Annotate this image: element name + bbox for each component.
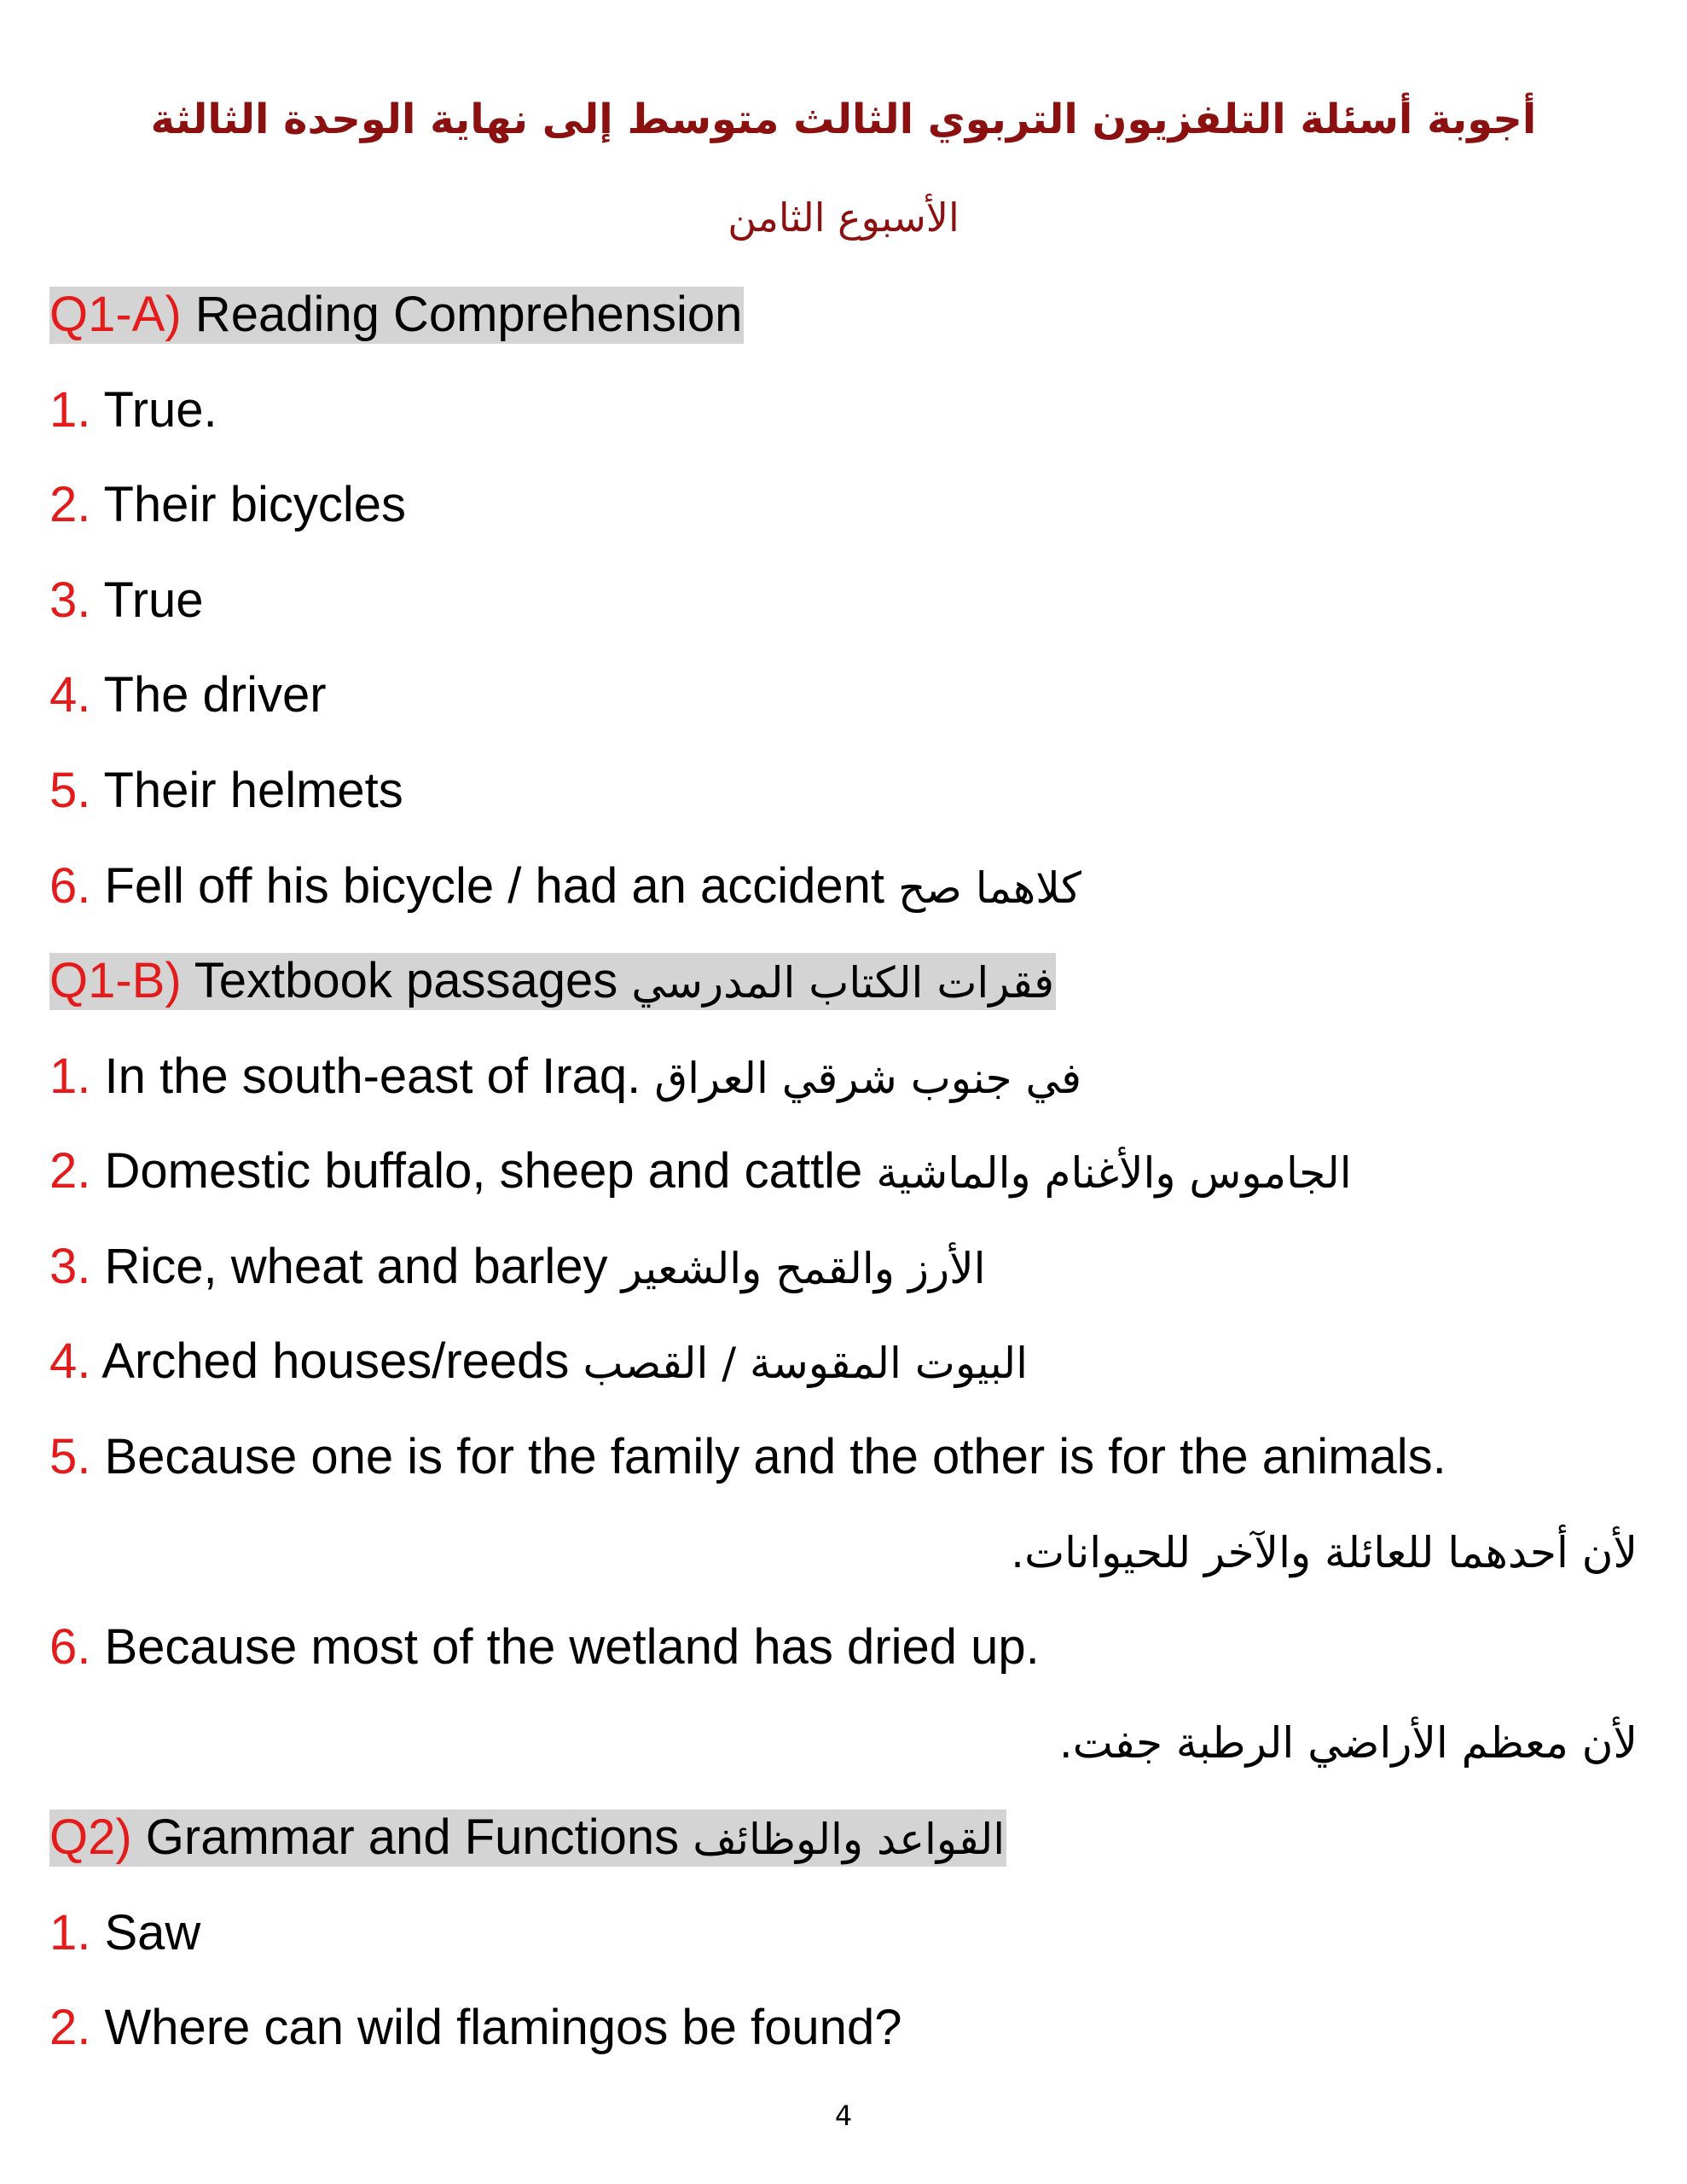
item-text: Saw	[90, 1905, 201, 1960]
answer-item	[49, 665, 327, 726]
answer-item	[49, 474, 406, 536]
answer-item	[49, 380, 217, 441]
item-number: 5.	[49, 763, 91, 818]
item-number: 6.	[49, 858, 91, 914]
item-arabic: الأرز والقمح والشعير	[621, 1244, 986, 1293]
section-title-arabic: فقرات الكتاب المدرسي	[631, 958, 1055, 1008]
item-number: 1.	[49, 1905, 91, 1960]
section-title: Reading Comprehension	[181, 287, 743, 342]
section-title: Textbook passages	[181, 953, 632, 1008]
answer-item	[49, 1331, 1028, 1394]
item-text: True	[90, 572, 204, 628]
item-text: Fell off his bicycle / had an accident	[90, 858, 899, 914]
item-text: Their helmets	[90, 763, 403, 818]
item-number: 4.	[49, 1333, 91, 1389]
item-text: Because one is for the family and the other is for the animals.	[90, 1429, 1446, 1484]
section-highlight	[49, 1809, 1006, 1867]
page-number: 4	[834, 2100, 853, 2132]
answer-item	[49, 1902, 200, 1964]
item-text: Domestic buffalo, sheep and cattle	[90, 1143, 877, 1199]
section-heading-q1b	[49, 950, 1056, 1014]
item-arabic: كلاهما صح	[898, 863, 1081, 913]
item-number: 2.	[49, 2000, 91, 2055]
section-label: Q1-A)	[49, 287, 182, 342]
answer-item	[49, 1236, 986, 1299]
section-title: Grammar and Functions	[131, 1809, 693, 1865]
item-number: 1.	[49, 1048, 91, 1104]
item-number: 3.	[49, 572, 91, 628]
section-heading-q2	[49, 1807, 1006, 1870]
page-subtitle: الأسبوع الثامن	[728, 195, 959, 241]
item-arabic: الجاموس والأغنام والماشية	[876, 1148, 1352, 1198]
answer-item	[49, 1141, 1352, 1204]
answer-item	[49, 760, 403, 822]
item-text: Arched houses/reeds	[90, 1333, 583, 1389]
item-text: Rice, wheat and barley	[90, 1239, 622, 1294]
item-number: 5.	[49, 1429, 91, 1484]
answer-item	[49, 1426, 1446, 1488]
item-text: Where can wild flamingos be found?	[90, 2000, 902, 2055]
section-heading-q1a	[49, 284, 744, 346]
item-arabic: البيوت المقوسة / القصب	[583, 1339, 1028, 1388]
item-number: 3.	[49, 1239, 91, 1294]
item-arabic: في جنوب شرقي العراق	[654, 1054, 1082, 1103]
answer-item	[49, 570, 204, 631]
item-number: 2.	[49, 1143, 91, 1199]
section-label: Q1-B)	[49, 953, 182, 1008]
answer-item	[49, 1617, 1040, 1678]
answer-item	[49, 1046, 1081, 1109]
answer-item	[49, 1997, 901, 2059]
item-arabic-translation: لأن أحدهما للعائلة والآخر للحيوانات.	[1011, 1528, 1638, 1577]
section-title-arabic: القواعد والوظائف	[693, 1815, 1006, 1864]
item-number: 6.	[49, 1619, 91, 1675]
item-arabic-translation: لأن معظم الأراضي الرطبة جفت.	[1058, 1718, 1638, 1768]
item-text: In the south-east of Iraq.	[90, 1048, 655, 1104]
section-highlight	[49, 287, 744, 344]
item-text: True.	[90, 382, 217, 438]
item-text: The driver	[90, 667, 327, 723]
section-label: Q2)	[49, 1809, 132, 1865]
item-number: 1.	[49, 382, 91, 438]
section-highlight	[49, 953, 1056, 1010]
item-number: 2.	[49, 477, 91, 532]
answer-item	[49, 856, 1081, 919]
item-text: Because most of the wetland has dried up.	[90, 1619, 1040, 1675]
item-number: 4.	[49, 667, 91, 723]
item-text: Their bicycles	[90, 477, 406, 532]
page-title: أجوبة أسئلة التلفزيون التربوي الثالث متوسط إلى نهاية الوحدة الثالثة	[150, 96, 1537, 143]
